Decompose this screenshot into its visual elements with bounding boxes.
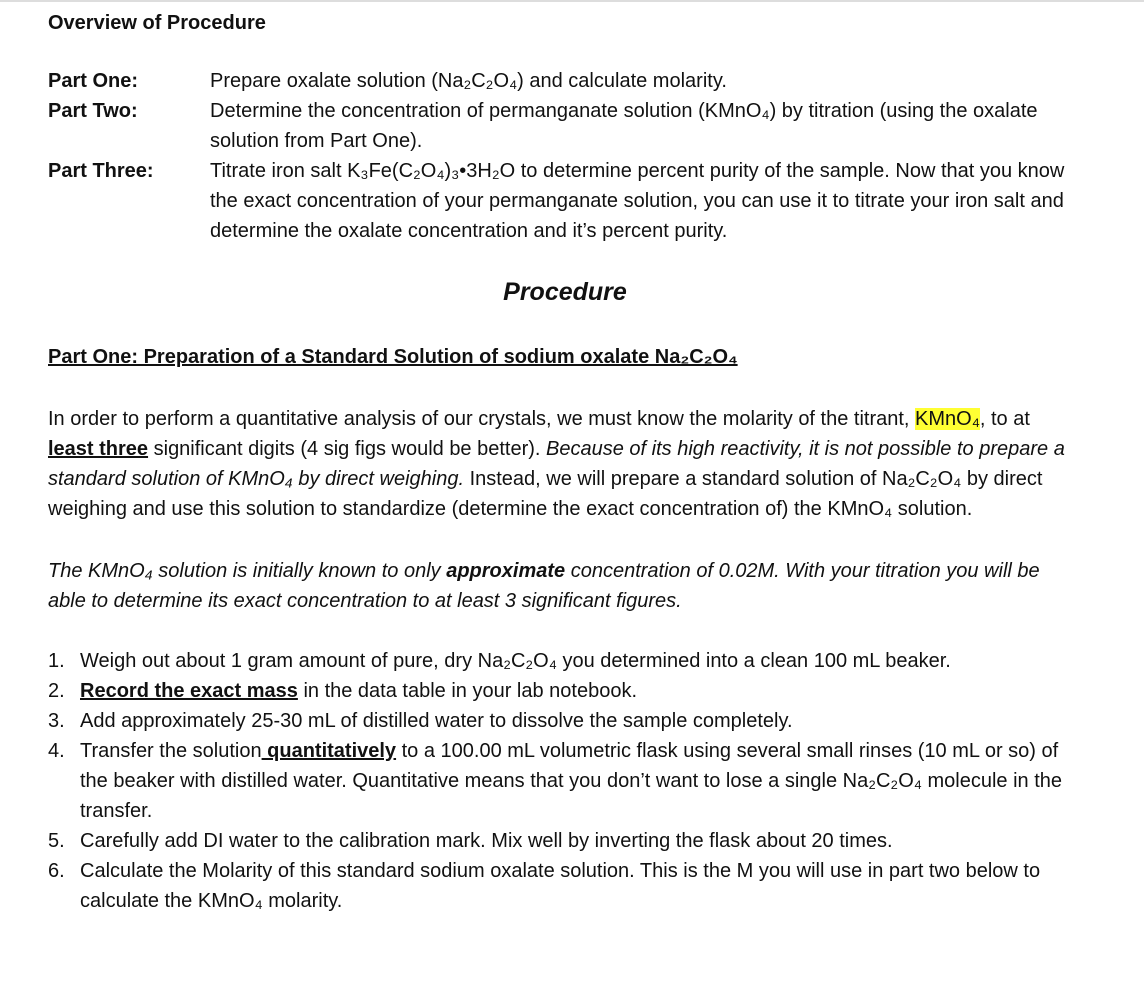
part-description: Prepare oxalate solution (Na₂C₂O₄) and calculate molarity. [210, 70, 727, 92]
step-text: Transfer the solution quantitatively to a 100.00 mL volumetric flask using several small rinses (10 mL or so) of the beaker with distilled water. Quantitative means that you don’t want to lose a single Na₂C₂O₄ molecule in the transfer. [80, 740, 1062, 822]
part-label: Part One: [48, 70, 139, 92]
part-description: Determine the concentration of permanganate solution (KMnO₄) by titration (using the oxalate solution from Part One). [210, 100, 1038, 152]
list-item [48, 646, 1078, 676]
highlighted-kmno4: KMnO₄ [915, 408, 980, 430]
list-item [48, 706, 1078, 736]
list-item [48, 856, 1078, 916]
step-text: Calculate the Molarity of this standard sodium oxalate solution. This is the M you will use in part two below to calculate the KMnO₄ molarity. [80, 860, 1041, 912]
step-number: 4. [48, 740, 65, 762]
list-item [48, 826, 1078, 856]
emphasis-approximate: approximate [446, 560, 566, 582]
part-row-three [48, 156, 1078, 246]
step-number: 3. [48, 710, 65, 732]
overview-title: Overview of Procedure [48, 12, 266, 34]
step-text: Add approximately 25-30 mL of distilled water to dissolve the sample completely. [80, 710, 793, 732]
procedure-steps [48, 646, 1078, 916]
procedure-heading: Procedure [503, 278, 627, 306]
step-number: 1. [48, 650, 65, 672]
step-number: 2. [48, 680, 65, 702]
step-text: Carefully add DI water to the calibration mark. Mix well by inverting the flask about 20 times. [80, 830, 893, 852]
italic-note: Because of its high reactivity, it is not possible to prepare a standard solution of KMnO₄ by direct weighing. [48, 438, 1065, 490]
part-row-one [48, 66, 1078, 96]
part-description: Titrate iron salt K₃Fe(C₂O₄)₃•3H₂O to determine percent purity of the sample. Now that you know the exact concentration of your permanganate solution, you can use it to titrate your iron salt and determine the oxalate concentration and it’s percent purity. [210, 160, 1065, 242]
top-border [0, 0, 1144, 2]
step-number: 5. [48, 830, 65, 852]
parts-list [48, 66, 1078, 246]
document-body [48, 10, 1078, 932]
approx-note-paragraph: The KMnO₄ solution is initially known to only approximate concentration of 0.02M. With your titration you will be able to determine its exact concentration to at least 3 significant figures. [48, 560, 1040, 612]
part-row-two [48, 96, 1078, 156]
step-text: Weigh out about 1 gram amount of pure, dry Na₂C₂O₄ you determined into a clean 100 mL beaker. [80, 650, 951, 672]
list-item [48, 676, 1078, 706]
list-item [48, 736, 1078, 826]
part-one-heading: Part One: Preparation of a Standard Solution of sodium oxalate Na₂C₂O₄ [48, 346, 738, 368]
step-text: Record the exact mass in the data table in your lab notebook. [80, 680, 638, 702]
intro-paragraph: In order to perform a quantitative analysis of our crystals, we must know the molarity of the titrant, KMnO₄, to at least three significant digits (4 sig figs would be better). Because of its high reactivity, it is not possible to prepare a standard solution of KMnO₄ by direct weighing. Instead, we will prepare a standard solution of Na₂C₂O₄ by direct weighing and use this solution to standardize (determine the exact concentration of) the KMnO₄ solution. [48, 408, 1065, 520]
emphasis-least-three: least three [48, 438, 149, 460]
step-number: 6. [48, 860, 65, 882]
part-label: Part Two: [48, 100, 138, 122]
part-label: Part Three: [48, 160, 154, 182]
